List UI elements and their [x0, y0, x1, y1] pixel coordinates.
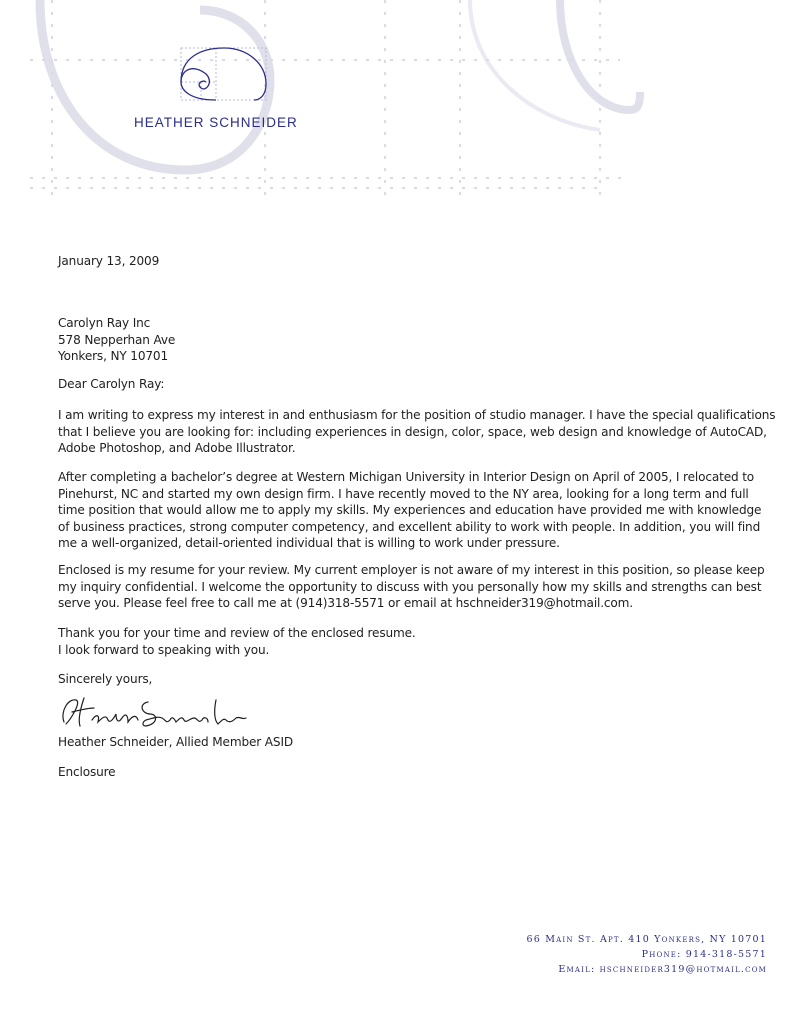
- enclosure-note: Enclosure: [58, 765, 116, 779]
- paragraph-line: serve you. Please feel free to call me at (914)318-5571 or email at hschneider319@hotmail.com.: [58, 596, 634, 610]
- paragraph-line: my inquiry confidential. I welcome the opportunity to discuss with you personally how my skills and strengths can best: [58, 579, 762, 594]
- paragraph-line: I am writing to express my interest in and enthusiasm for the position of studio manager. I have the special qualifications: [58, 408, 776, 422]
- paragraph-resume: [58, 562, 770, 612]
- footer-contact: [527, 932, 767, 977]
- footer-phone: Phone: 914-318-5571: [641, 949, 767, 960]
- letterhead-watermark: [0, 0, 791, 200]
- golden-spiral-logo-icon: [176, 44, 276, 114]
- paragraph-thanks: [58, 625, 770, 658]
- paragraph-line: time position that would allow me to apply my skills. My experiences and education have provided me with knowledge: [58, 503, 762, 517]
- paragraph-line: Thank you for your time and review of the enclosed resume.: [58, 626, 416, 640]
- paragraph-line: After completing a bachelor’s degree at Western Michigan University in Interior Design on April of 2005, I relocated to: [58, 470, 755, 484]
- salutation: Dear Carolyn Ray:: [58, 377, 165, 391]
- paragraph-line: Enclosed is my resume for your review. My current employer is not aware of my interest in this position, so please keep: [58, 563, 765, 577]
- paragraph-line: Pinehurst, NC and started my own design firm. I have recently moved to the NY area, looking for a long term and full: [58, 486, 749, 501]
- paragraph-line: I look forward to speaking with you.: [58, 642, 270, 657]
- paragraph-line: me a well-organized, detail-oriented individual that is willing to work under pressure.: [58, 536, 560, 550]
- letter-date: January 13, 2009: [58, 254, 160, 268]
- paragraph-line: that I believe you are looking for: including experiences in design, color, space, web design and knowledge of AutoCAD,: [58, 424, 767, 439]
- letterhead-name: HEATHER SCHNEIDER: [134, 115, 298, 130]
- paragraph-background: [58, 469, 770, 552]
- handwritten-signature: [58, 690, 258, 734]
- paragraph-line: of business practices, strong computer competency, and excellent ability to work with people. In addition, you will find: [58, 519, 761, 534]
- recipient-city: Yonkers, NY 10701: [58, 349, 169, 363]
- recipient-street: 578 Nepperhan Ave: [58, 332, 176, 347]
- footer-email: Email: hschneider319@hotmail.com: [558, 964, 767, 975]
- recipient-company: Carolyn Ray Inc: [58, 316, 151, 330]
- paragraph-interest: [58, 407, 776, 457]
- footer-address: 66 Main St. Apt. 410 Yonkers, NY 10701: [526, 934, 767, 945]
- letterhead: [0, 0, 791, 200]
- paragraph-line: Adobe Photoshop, and Adobe Illustrator.: [58, 441, 296, 455]
- closing: Sincerely yours,: [58, 672, 153, 686]
- recipient-address: [58, 315, 770, 365]
- signature-name: Heather Schneider, Allied Member ASID: [58, 735, 294, 749]
